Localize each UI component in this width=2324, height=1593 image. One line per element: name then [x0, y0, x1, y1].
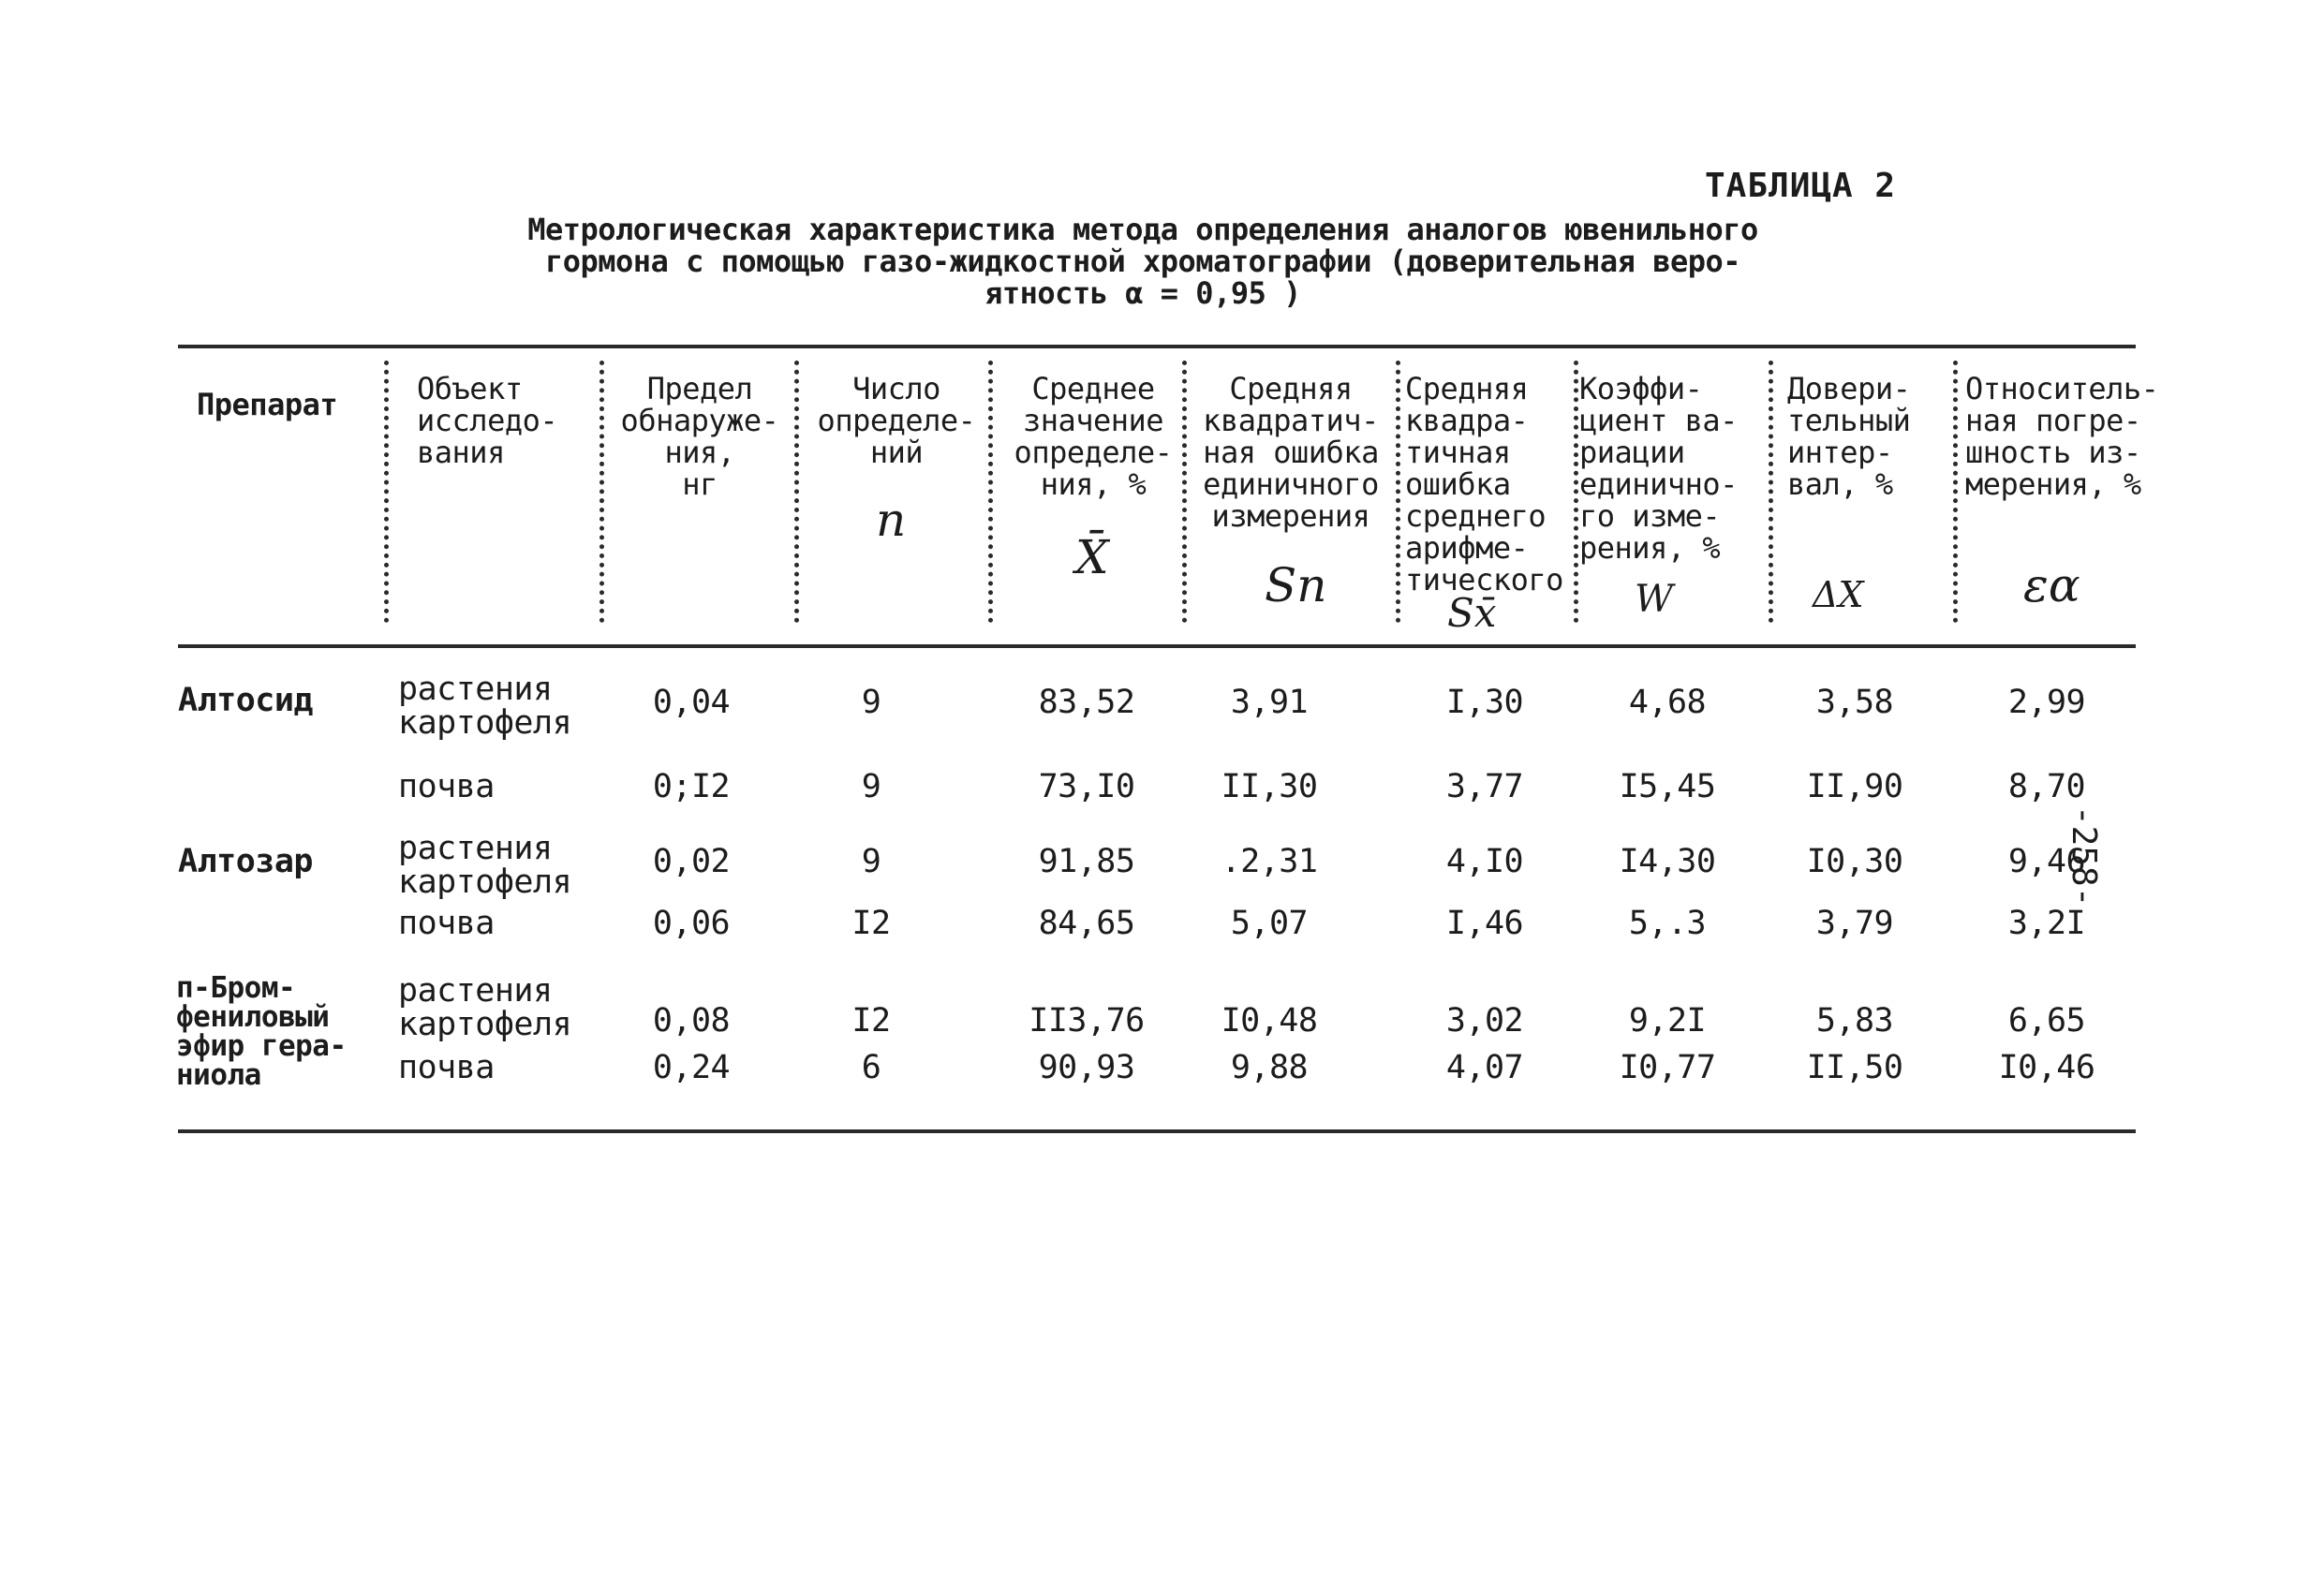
row-1-n: 9	[861, 684, 881, 721]
symbol-sx: Sx̄	[1447, 590, 1497, 636]
column-separator	[600, 361, 604, 623]
table-bottom-rule	[178, 1129, 2136, 1133]
row-6-sx: 4,07	[1445, 1049, 1524, 1086]
row-3-w: I4,30	[1619, 843, 1716, 880]
header-eps: Относитель- ная погре- шность из- мерения, %	[1965, 371, 2159, 502]
header-dx: Довери- тельный интер- вал, %	[1787, 371, 1911, 502]
row-4-limit: 0,06	[652, 905, 731, 942]
row-5-preparation: п-Бром- фениловый эфир гера- ниола	[176, 971, 347, 1092]
header-bottom-rule	[178, 644, 2136, 648]
header-sn: Средняя квадратич- ная ошибка единичного измерения	[1203, 371, 1379, 534]
row-4-sx: I,46	[1445, 905, 1524, 942]
column-separator	[988, 361, 993, 623]
row-4-dx: 3,79	[1815, 905, 1894, 942]
row-1-w: 4,68	[1628, 684, 1707, 721]
row-6-w: I0,77	[1619, 1049, 1716, 1086]
symbol-n: n	[876, 493, 907, 547]
row-2-sn: II,30	[1221, 768, 1318, 805]
row-3-mean: 91,85	[1038, 843, 1135, 880]
row-2-limit: 0;I2	[652, 768, 731, 805]
header-object: Объект исследо- вания	[417, 371, 558, 470]
row-4-mean: 84,65	[1038, 905, 1135, 942]
row-1-preparation: Алтосид	[178, 682, 314, 719]
row-5-w: 9,2I	[1628, 1002, 1707, 1040]
row-6-object: почва	[398, 1049, 495, 1086]
row-5-limit: 0,08	[652, 1002, 731, 1040]
row-6-mean: 90,93	[1038, 1049, 1135, 1086]
row-3-n: 9	[861, 843, 881, 880]
row-4-n: I2	[851, 905, 891, 942]
row-3-sx: 4,I0	[1445, 843, 1524, 880]
row-3-preparation: Алтозар	[178, 843, 314, 880]
column-separator	[794, 361, 799, 623]
row-2-eps: 8,70	[2007, 768, 2086, 805]
row-3-dx: I0,30	[1806, 843, 1903, 880]
row-5-eps: 6,65	[2007, 1002, 2086, 1040]
row-2-dx: II,90	[1806, 768, 1903, 805]
row-4-sn: 5,07	[1230, 905, 1309, 942]
row-2-sx: 3,77	[1445, 768, 1524, 805]
row-2-w: I5,45	[1619, 768, 1716, 805]
row-5-dx: 5,83	[1815, 1002, 1894, 1040]
column-separator	[1953, 361, 1958, 623]
row-5-sx: 3,02	[1445, 1002, 1524, 1040]
row-6-limit: 0,24	[652, 1049, 731, 1086]
header-mean: Среднее значение определе- ния, %	[1014, 371, 1173, 502]
row-4-eps: 3,2I	[2007, 905, 2086, 942]
row-6-n: 6	[861, 1049, 881, 1086]
column-separator	[1769, 361, 1773, 623]
row-5-mean: II3,76	[1029, 1002, 1145, 1040]
row-3-limit: 0,02	[652, 843, 731, 880]
row-1-eps: 2,99	[2007, 684, 2086, 721]
symbol-w: W	[1635, 578, 1674, 621]
header-detection-limit: Предел обнаруже- ния, нг	[620, 371, 779, 502]
row-1-limit: 0,04	[652, 684, 731, 721]
column-separator	[384, 361, 389, 623]
row-5-sn: I0,48	[1221, 1002, 1318, 1040]
page-number-note: -258-	[2065, 805, 2103, 907]
header-sx: Средняя квадра- тичная ошибка среднего арифме- тического	[1405, 371, 1563, 597]
table-label: ТАБЛИЦА 2	[1705, 167, 1897, 205]
header-preparation: Препарат	[197, 387, 338, 422]
header-w: Коэффи- циент ва- риации единично- го изме- рения, %	[1579, 371, 1738, 566]
row-6-eps: I0,46	[1998, 1049, 2095, 1086]
column-separator	[1396, 361, 1400, 623]
symbol-x-bar: X̄	[1075, 530, 1109, 584]
row-6-sn: 9,88	[1230, 1049, 1309, 1086]
row-2-mean: 73,I0	[1038, 768, 1135, 805]
row-3-object: растения картофеля	[398, 830, 572, 901]
row-6-dx: II,50	[1806, 1049, 1903, 1086]
symbol-sn: Sn	[1265, 558, 1327, 612]
row-1-sn: 3,91	[1230, 684, 1309, 721]
table-top-rule	[178, 345, 2136, 348]
row-3-eps: 9,46	[2007, 843, 2086, 880]
row-1-dx: 3,58	[1815, 684, 1894, 721]
row-4-object: почва	[398, 905, 495, 942]
row-3-sn: .2,31	[1221, 843, 1318, 880]
header-count: Число определе- ний	[817, 371, 976, 470]
row-4-w: 5,.3	[1628, 905, 1707, 942]
row-2-n: 9	[861, 768, 881, 805]
row-2-object: почва	[398, 768, 495, 805]
symbol-dx: ΔX	[1813, 574, 1864, 615]
row-1-mean: 83,52	[1038, 684, 1135, 721]
row-5-n: I2	[851, 1002, 891, 1040]
row-1-object: растения картофеля	[398, 671, 572, 742]
row-1-sx: I,30	[1445, 684, 1524, 721]
symbol-eps: εα	[2023, 558, 2080, 612]
row-5-object: растения картофеля	[398, 972, 572, 1043]
table-caption: Метрологическая характеристика метода определения аналогов ювенильного гормона с помощью газо-жидкостной хроматографии (доверительная веро- ятность α = 0,95 )	[527, 212, 1758, 311]
